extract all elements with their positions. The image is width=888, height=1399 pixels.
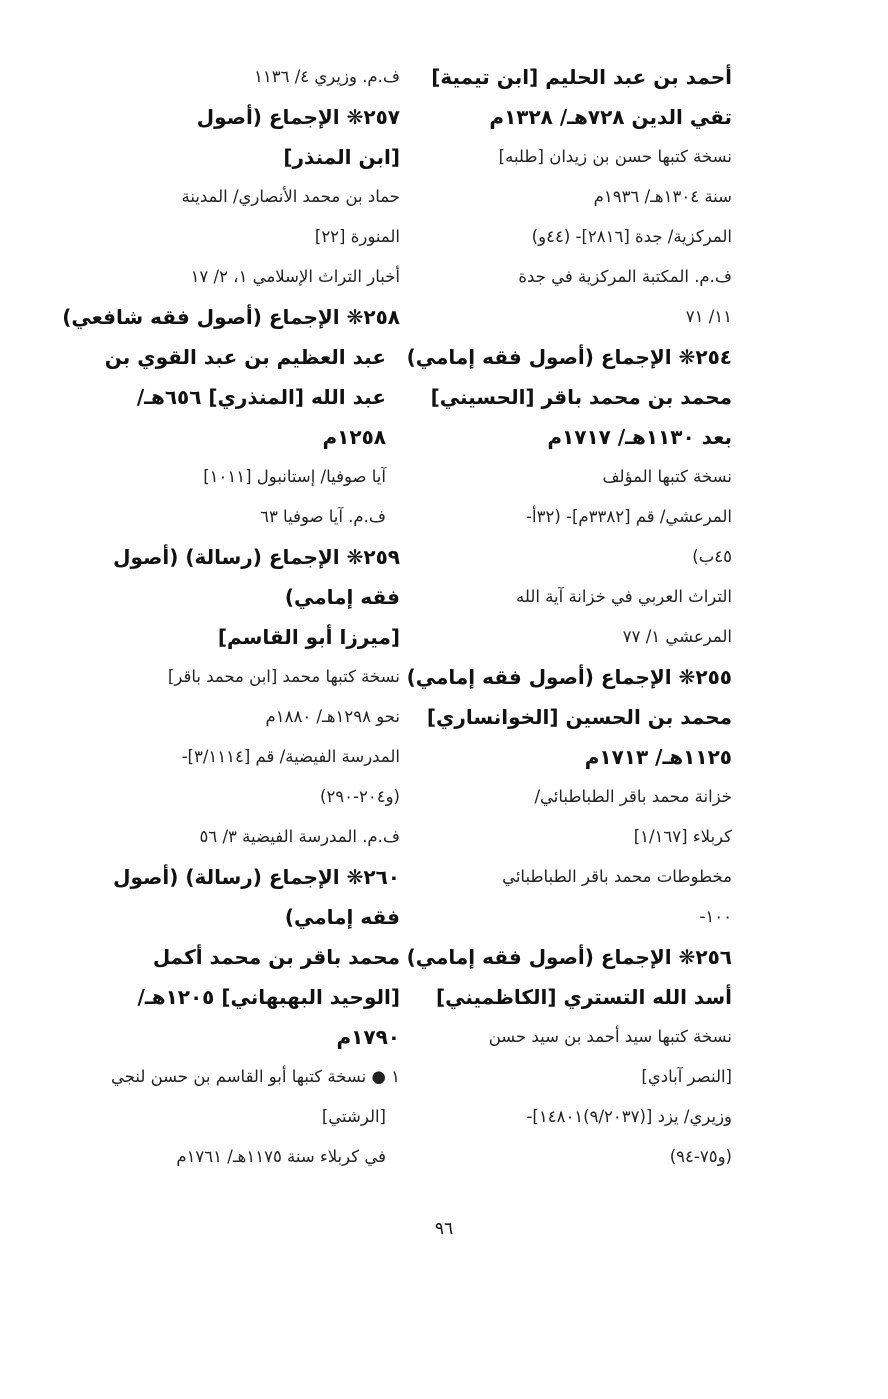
text-line: التراث العربي في خزانة آية الله xyxy=(516,587,732,606)
text-line: المنورة [٢٢] xyxy=(314,227,400,246)
text-line: (و٢٠٤-٢٩٠) xyxy=(320,787,400,806)
text-line: المرعشي/ قم [٣٣٨٢م]- (٣٢أ- xyxy=(526,507,732,526)
entry-number: ٢٥٧ xyxy=(363,105,400,129)
entry-heading xyxy=(62,297,400,337)
left-column xyxy=(62,57,400,1177)
text-line: المدرسة الفيضية/ قم [٣/١١١٤]- xyxy=(181,747,400,766)
text-line: [النصر آبادي] xyxy=(641,1067,732,1086)
text-line: في كربلاء سنة ١١٧٥هـ/ ١٧٦١م xyxy=(176,1147,386,1166)
bold-text-line: فقه إمامي) xyxy=(284,905,400,929)
entry-marker-icon: ❋ xyxy=(678,945,696,969)
entry-heading xyxy=(82,857,400,897)
text-line: ١ ● نسخة كتبها أبو القاسم بن حسن لنجي xyxy=(110,1067,400,1086)
bold-text-line: فقه إمامي) xyxy=(284,585,400,609)
text-line: ٤٥ب) xyxy=(692,547,732,566)
text-line: مخطوطات محمد باقر الطباطبائي xyxy=(502,867,732,886)
bold-text-line: محمد بن الحسين [الخوانساري] xyxy=(426,705,732,729)
bold-text-line: [الوحيد البهبهاني] ١٢٠٥هـ/ xyxy=(137,985,400,1009)
text-line: سنة ١٣٠٤هـ/ ١٩٣٦م xyxy=(593,187,732,206)
bold-text-line: بعد ١١٣٠هـ/ ١٧١٧م xyxy=(547,425,732,449)
bold-text-line: [ميرزا أبو القاسم] xyxy=(217,625,400,649)
entry-number: ٢٦٠ xyxy=(363,865,400,889)
bold-text-line: ١١٢٥هـ/ ١٧١٣م xyxy=(584,745,732,769)
text-line: ف.م. وزيري ٤/ ١١٣٦ xyxy=(254,67,400,86)
bold-text-line: [ابن المنذر] xyxy=(283,145,400,169)
entry-title: الإجماع (أصول فقه إمامي) xyxy=(406,945,672,969)
entry-heading xyxy=(82,537,400,577)
text-line: ف.م. المدرسة الفيضية ٣/ ٥٦ xyxy=(199,827,400,846)
entry-marker-icon: ❋ xyxy=(678,665,696,689)
bold-text-line: ١٧٩٠م xyxy=(336,1025,400,1049)
page-number: ٩٦ xyxy=(434,1219,454,1239)
text-line: ١٠٠- xyxy=(699,907,732,926)
entry-number: ٢٥٥ xyxy=(695,665,732,689)
entry-heading xyxy=(406,937,732,977)
entry-marker-icon: ❋ xyxy=(346,305,364,329)
text-line: المركزية/ جدة [٢٨١٦]- (٤٤و) xyxy=(531,227,732,246)
bold-text-line: ١٢٥٨م xyxy=(322,425,386,449)
entry-number: ٢٥٤ xyxy=(695,345,732,369)
bold-text-line: عبد العظيم بن عبد القوي بن xyxy=(104,345,386,369)
entry-title: الإجماع (أصول فقه شافعي) xyxy=(62,305,340,329)
text-line: نحو ١٢٩٨هـ/ ١٨٨٠م xyxy=(265,707,400,726)
text-line: نسخة كتبها سيد أحمد بن سيد حسن xyxy=(488,1027,732,1046)
text-line: ف.م. المكتبة المركزية في جدة xyxy=(518,267,732,286)
entry-number: ٢٥٨ xyxy=(363,305,400,329)
text-line: أخبار التراث الإسلامي ١، ٢/ ١٧ xyxy=(190,267,400,286)
entry-title: الإجماع (أصول xyxy=(196,105,340,129)
entry-title: الإجماع (أصول فقه إمامي) xyxy=(406,345,672,369)
text-line: نسخة كتبها حسن بن زيدان [طلبه] xyxy=(498,147,732,166)
entry-title: الإجماع (أصول فقه إمامي) xyxy=(406,665,672,689)
text-line: نسخة كتبها المؤلف xyxy=(602,467,732,486)
bold-text-line: محمد باقر بن محمد أكمل xyxy=(152,945,400,969)
entry-marker-icon: ❋ xyxy=(346,545,364,569)
entry-title: الإجماع (رسالة) (أصول xyxy=(113,545,340,569)
bold-text-line: عبد الله [المنذري] ٦٥٦هـ/ xyxy=(136,385,386,409)
text-line: نسخة كتبها محمد [ابن محمد باقر] xyxy=(167,667,400,686)
bold-text-line: أحمد بن عبد الحليم [ابن تيمية] xyxy=(431,65,732,89)
entry-marker-icon: ❋ xyxy=(678,345,696,369)
text-line: خزانة محمد باقر الطباطبائي/ xyxy=(534,787,732,806)
entry-heading xyxy=(82,97,400,137)
entry-heading xyxy=(406,337,732,377)
entry-title: الإجماع (رسالة) (أصول xyxy=(113,865,340,889)
text-line: وزيري/ يزد [(٩/٢٠٣٧)١٤٨٠١]- xyxy=(526,1107,732,1126)
text-line: كربلاء [١/١٦٧] xyxy=(633,827,732,846)
text-line: [الرشتي] xyxy=(321,1107,386,1126)
entry-marker-icon: ❋ xyxy=(346,105,364,129)
right-column xyxy=(406,57,732,1177)
bold-text-line: تقي الدين ٧٢٨هـ/ ١٣٢٨م xyxy=(489,105,732,129)
entry-marker-icon: ❋ xyxy=(346,865,364,889)
entry-number: ٢٥٦ xyxy=(695,945,732,969)
text-line: (و٧٥-٩٤) xyxy=(669,1147,732,1166)
bold-text-line: محمد بن محمد باقر [الحسيني] xyxy=(430,385,732,409)
text-line: حماد بن محمد الأنصاري/ المدينة xyxy=(181,187,400,206)
bold-text-line: أسد الله التستري [الكاظميني] xyxy=(435,985,732,1009)
text-line: ١١/ ٧١ xyxy=(685,307,732,326)
text-line: المرعشي ١/ ٧٧ xyxy=(622,627,732,646)
text-line: ف.م. آيا صوفيا ٦٣ xyxy=(260,507,386,526)
entry-number: ٢٥٩ xyxy=(363,545,400,569)
text-line: آيا صوفيا/ إستانبول [١٠١١] xyxy=(203,467,386,486)
entry-heading xyxy=(406,657,732,697)
